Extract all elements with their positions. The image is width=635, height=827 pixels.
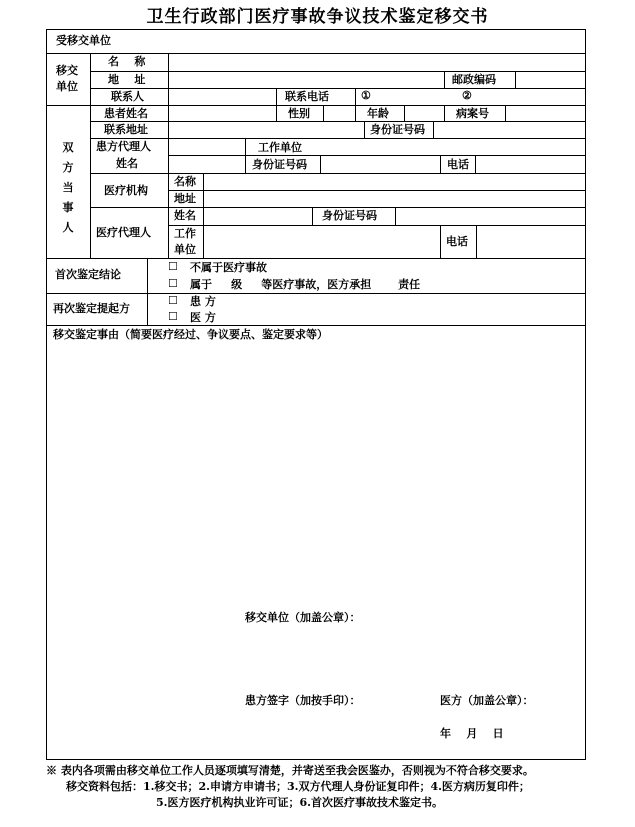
- phone-1-marker: ①: [361, 89, 371, 102]
- med-agent-name-label: 姓名: [174, 209, 196, 222]
- transfer-unit-label-1: 移交: [56, 64, 78, 77]
- first-conclusion-label: 首次鉴定结论: [55, 268, 121, 281]
- med-agent-id-label: 身份证号码: [322, 209, 377, 222]
- note-line-3: 5.医方医疗机构执业许可证；6.首次医疗事故技术鉴定书。: [156, 796, 443, 809]
- med-agent-phone-label: 电话: [446, 235, 468, 248]
- note-line-1: ※ 表内各项需由移交单位工作人员逐项填写清楚，并寄送至我会医鉴办，否则视为不符合移交要求。: [46, 764, 534, 777]
- transfer-unit-seal: 移交单位（加盖公章）：: [245, 611, 361, 624]
- parties-label-3: 当: [62, 181, 74, 194]
- transfer-unit-label-2: 单位: [56, 80, 78, 93]
- postcode-label: 邮政编码: [452, 73, 496, 86]
- work-unit-label: 工作单位: [258, 141, 302, 154]
- institution-name-label: 名称: [174, 175, 196, 188]
- case-number-label: 病案号: [456, 107, 489, 120]
- institution-address-label: 地址: [174, 192, 196, 205]
- agent-phone-label: 电话: [447, 158, 469, 171]
- parties-label-4: 事: [62, 201, 74, 214]
- age-label: 年龄: [367, 107, 389, 120]
- checkbox-not-accident[interactable]: ☐: [168, 260, 178, 273]
- parties-label-5: 人: [62, 221, 74, 234]
- patient-name-label: 患者姓名: [104, 107, 148, 120]
- checkbox-is-accident[interactable]: ☐: [168, 277, 178, 290]
- reason-label: 移交鉴定事由（简要医疗经过、争议要点、鉴定要求等）: [53, 328, 328, 341]
- checkbox-patient-side[interactable]: ☐: [168, 294, 178, 307]
- recipient-unit-label: 受移交单位: [56, 34, 111, 47]
- unit-address-label: 地 址: [108, 73, 146, 86]
- re-appraisal-label: 再次鉴定提起方: [53, 302, 130, 315]
- phone-2-marker: ②: [462, 89, 472, 102]
- date-field: 年 月 日: [440, 727, 504, 740]
- patient-agent-label: 患方代理人: [96, 140, 151, 153]
- agent-id-number-label: 身份证号码: [252, 158, 307, 171]
- institution-label: 医疗机构: [104, 184, 148, 197]
- patient-signature: 患方签字（加按手印）：: [245, 694, 361, 707]
- gender-label: 性别: [288, 107, 310, 120]
- med-agent-work-label-2: 单位: [174, 243, 196, 256]
- medical-agent-label: 医疗代理人: [96, 226, 151, 239]
- contact-address-label: 联系地址: [104, 123, 148, 136]
- option-patient-side: 患 方: [190, 295, 216, 308]
- medical-seal: 医方（加盖公章）：: [440, 694, 534, 707]
- contact-person-label: 联系人: [111, 90, 144, 103]
- checkbox-medical-side[interactable]: ☐: [168, 310, 178, 323]
- contact-phone-label: 联系电话: [285, 90, 329, 103]
- patient-agent-name-label: 姓名: [116, 157, 138, 170]
- option-not-accident: 不属于医疗事故: [190, 261, 267, 274]
- page-title: 卫生行政部门医疗事故争议技术鉴定移交书: [146, 7, 489, 27]
- note-line-2: 移交资料包括：1.移交书；2.申请方申请书；3.双方代理人身份证复印件；4.医方病历复印件；: [66, 780, 530, 793]
- option-medical-side: 医 方: [190, 311, 216, 324]
- option-is-accident: 属于 级 等医疗事故，医方承担 责任: [190, 278, 421, 291]
- parties-label-1: 双: [62, 141, 74, 154]
- parties-label-2: 方: [62, 161, 74, 174]
- unit-name-label: 名 称: [108, 55, 146, 68]
- id-number-label: 身份证号码: [370, 123, 425, 136]
- med-agent-work-label-1: 工作: [174, 227, 196, 240]
